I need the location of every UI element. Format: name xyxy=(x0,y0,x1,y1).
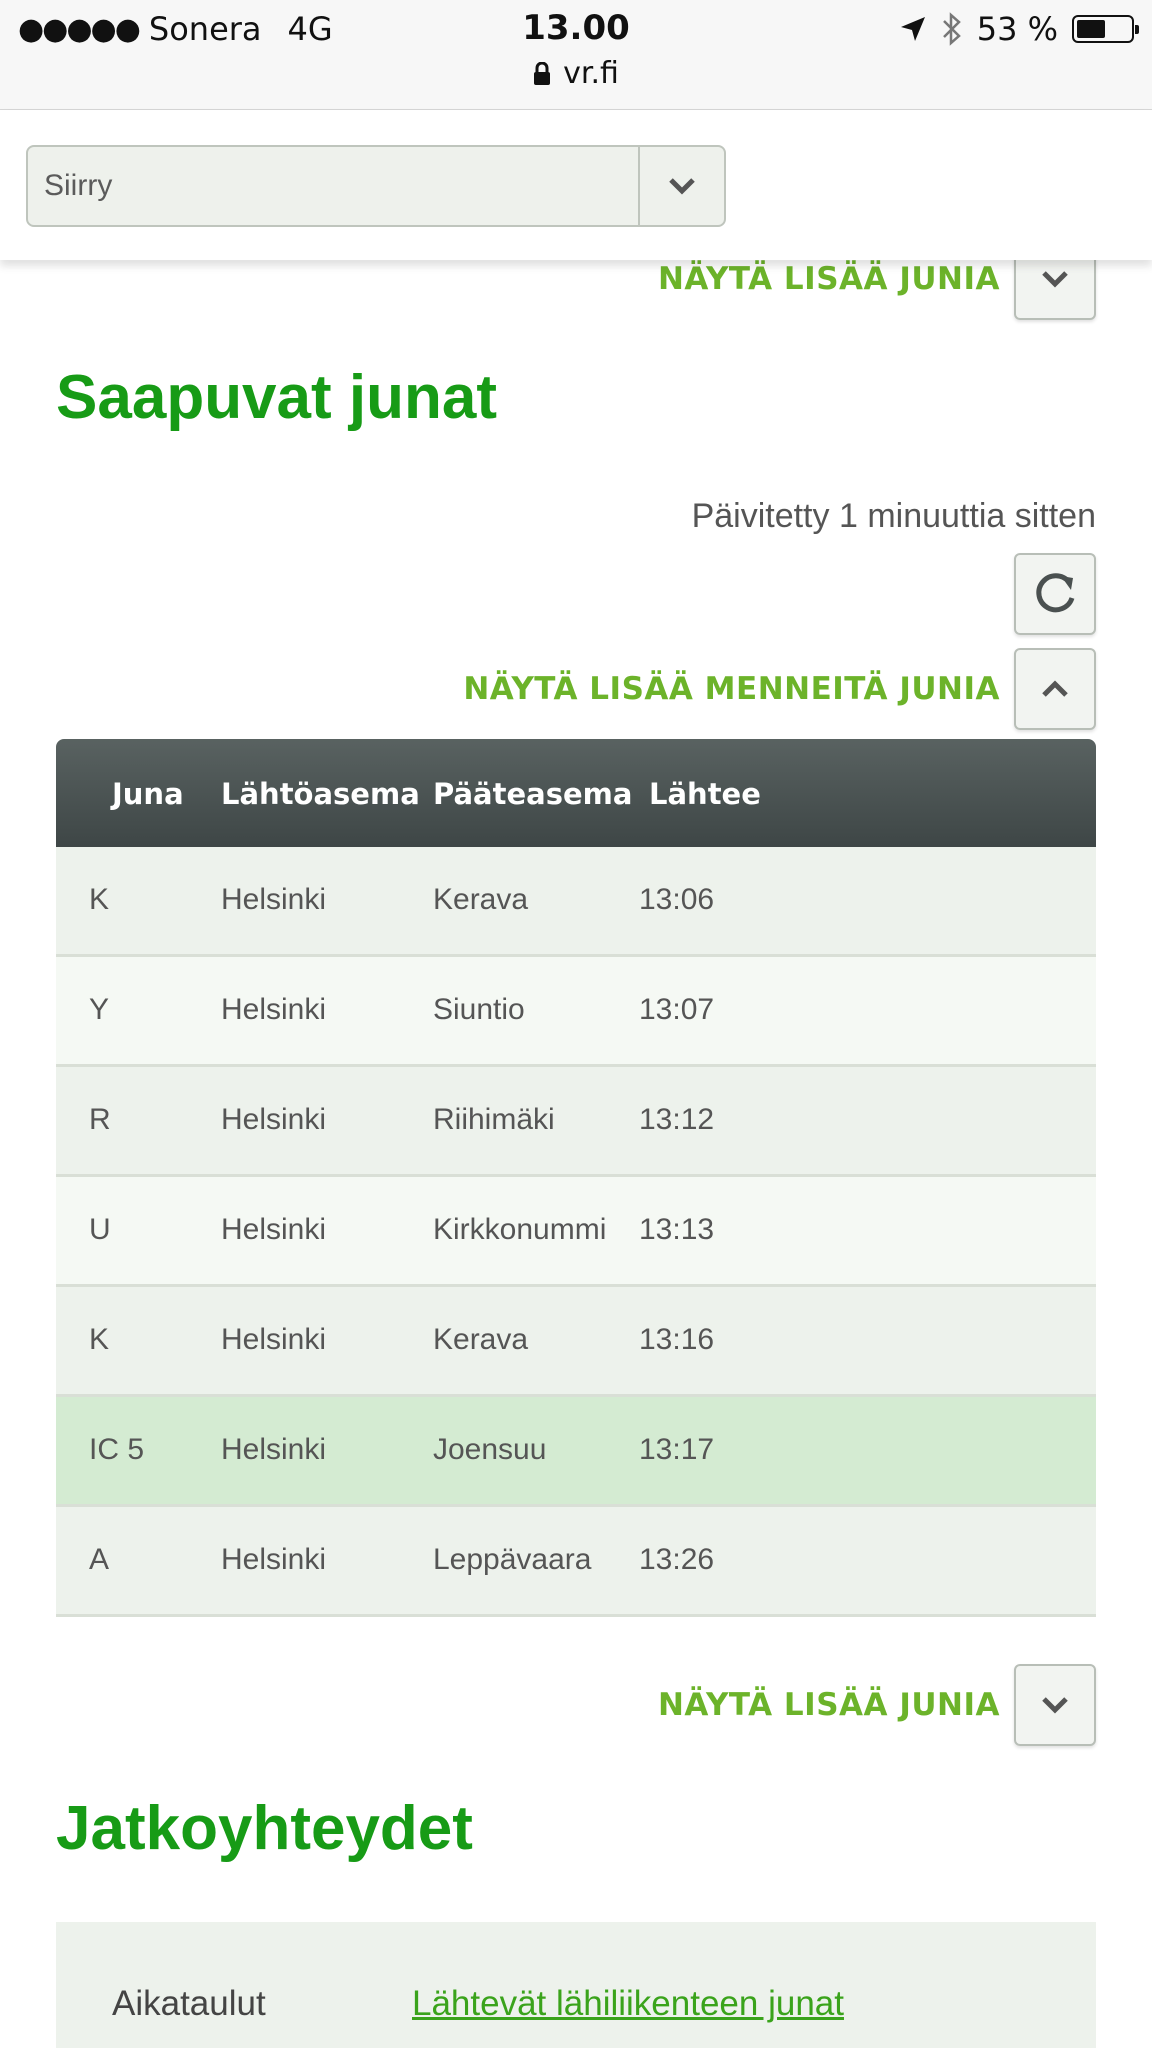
departure-time: 13:17 xyxy=(639,1433,715,1466)
show-past-trains xyxy=(463,648,1096,730)
arrivals-table xyxy=(56,739,1096,1617)
navigate-select-value: Siirry xyxy=(44,169,113,202)
refresh-container xyxy=(1014,553,1096,635)
table-row[interactable] xyxy=(56,1067,1096,1177)
departure-time: 13:12 xyxy=(639,1103,715,1136)
clock: 13.00 xyxy=(522,8,630,48)
chevron-down-icon xyxy=(1040,269,1070,289)
location-arrow-icon xyxy=(899,15,927,43)
navigate-select-toggle[interactable] xyxy=(638,147,724,225)
departure-time: 13:07 xyxy=(639,993,715,1026)
column-header-train[interactable]: Juna xyxy=(112,777,184,811)
origin-station: Helsinki xyxy=(221,1323,327,1356)
updated-prefix: Päivitetty xyxy=(691,497,830,535)
connections-title: Jatkoyhteydet xyxy=(56,1794,473,1863)
navigate-select[interactable] xyxy=(26,145,726,227)
origin-station: Helsinki xyxy=(221,1543,327,1576)
timetables-label: Aikataulut xyxy=(112,1984,266,2023)
battery-fill xyxy=(1077,20,1105,38)
departure-time: 13:26 xyxy=(639,1543,715,1576)
url-text: vr.fi xyxy=(563,56,619,91)
address-bar[interactable] xyxy=(0,56,1152,91)
show-more-trains-bottom xyxy=(658,1664,1096,1746)
show-more-trains-top-link[interactable]: NÄYTÄ LISÄÄ JUNIA xyxy=(657,261,1000,297)
connections-panel xyxy=(56,1922,1096,2048)
origin-station: Helsinki xyxy=(221,993,327,1026)
lock-icon xyxy=(533,62,551,86)
origin-station: Helsinki xyxy=(221,1433,327,1466)
chevron-down-icon xyxy=(667,176,697,196)
table-row-highlighted[interactable] xyxy=(56,1397,1096,1507)
show-past-trains-button[interactable] xyxy=(1014,648,1096,730)
column-header-origin[interactable]: Lähtöasema xyxy=(221,777,420,811)
train-id: A xyxy=(89,1543,110,1576)
status-right xyxy=(899,10,1134,48)
battery-icon xyxy=(1072,15,1134,43)
chevron-up-icon xyxy=(1040,679,1070,699)
destination-station: Kerava xyxy=(433,1323,529,1356)
destination-station: Siuntio xyxy=(433,993,525,1026)
show-more-trains-bottom-link[interactable]: NÄYTÄ LISÄÄ JUNIA xyxy=(657,1687,1000,1723)
table-row[interactable] xyxy=(56,957,1096,1067)
departure-time: 13:06 xyxy=(639,883,715,916)
updated-status xyxy=(692,497,1096,536)
table-row[interactable] xyxy=(56,1287,1096,1397)
origin-station: Helsinki xyxy=(221,1103,327,1136)
column-header-departs[interactable]: Lähtee xyxy=(649,777,761,811)
destination-station: Kirkkonummi xyxy=(433,1213,607,1246)
top-navigation xyxy=(0,110,1152,260)
show-more-trains-bottom-button[interactable] xyxy=(1014,1664,1096,1746)
table-row[interactable] xyxy=(56,847,1096,957)
origin-station: Helsinki xyxy=(221,1213,327,1246)
destination-station: Kerava xyxy=(433,883,529,916)
show-past-trains-link[interactable]: NÄYTÄ LISÄÄ MENNEITÄ JUNIA xyxy=(463,671,1000,707)
bluetooth-icon xyxy=(941,12,963,46)
train-id: Y xyxy=(89,993,110,1026)
destination-station: Joensuu xyxy=(433,1433,547,1466)
chevron-down-icon xyxy=(1040,1695,1070,1715)
status-bar xyxy=(0,0,1152,110)
table-row[interactable] xyxy=(56,1507,1096,1617)
train-id: U xyxy=(89,1213,111,1246)
signal-icon: ●●●●● xyxy=(18,11,139,47)
table-row[interactable] xyxy=(56,1177,1096,1287)
local-departures-link[interactable]: Lähtevät lähiliikenteen junat xyxy=(412,1984,844,2023)
departure-time: 13:13 xyxy=(639,1213,715,1246)
train-id: K xyxy=(89,883,110,916)
destination-station: Leppävaara xyxy=(433,1543,592,1576)
network-type: 4G xyxy=(287,10,333,48)
battery-percent: 53 % xyxy=(976,10,1058,48)
column-header-destination[interactable]: Pääteasema xyxy=(433,777,633,811)
table-header xyxy=(56,739,1096,847)
destination-station: Riihimäki xyxy=(433,1103,555,1136)
departure-time: 13:16 xyxy=(639,1323,715,1356)
updated-value: 1 minuuttia sitten xyxy=(838,497,1096,535)
refresh-button[interactable] xyxy=(1014,553,1096,635)
origin-station: Helsinki xyxy=(221,883,327,916)
train-id: IC 5 xyxy=(89,1433,145,1466)
train-id: R xyxy=(89,1103,111,1136)
refresh-icon xyxy=(1029,568,1081,620)
carrier-name: Sonera xyxy=(148,10,262,48)
page-title: Saapuvat junat xyxy=(56,363,497,432)
train-id: K xyxy=(89,1323,110,1356)
